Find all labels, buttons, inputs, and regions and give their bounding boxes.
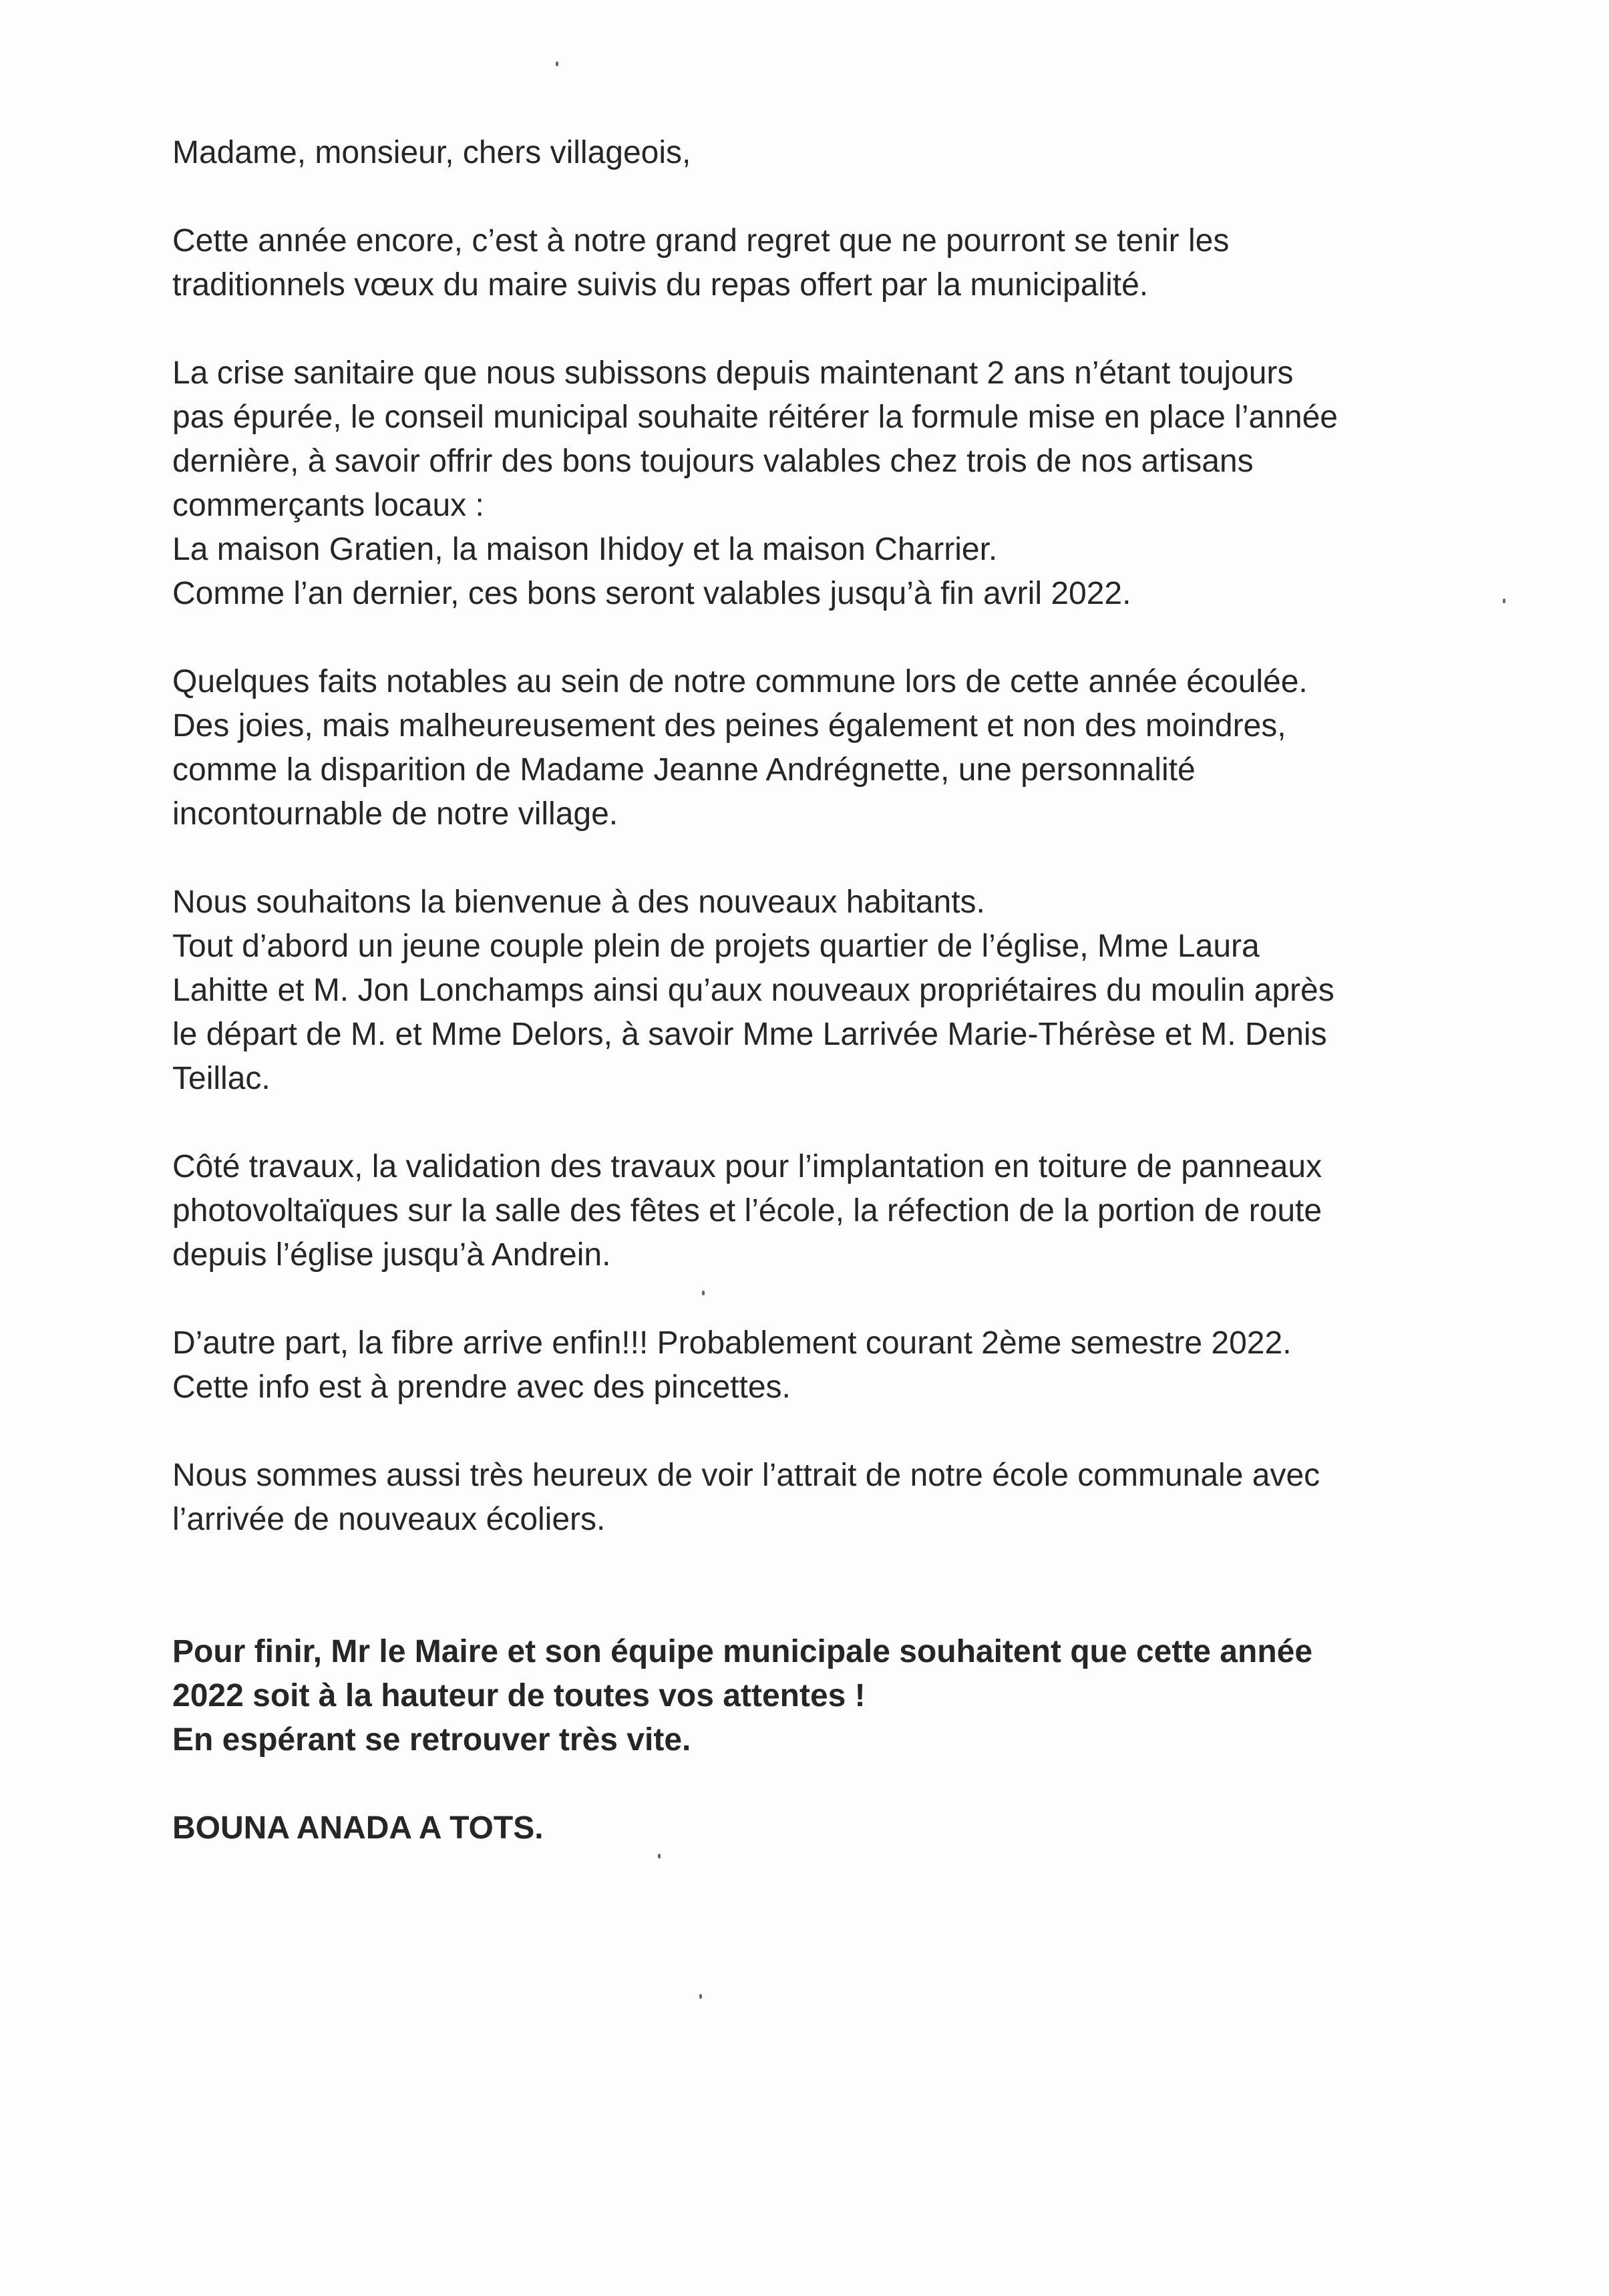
greeting-line: Madame, monsieur, chers villageois, bbox=[172, 135, 691, 170]
text-line: Comme l’an dernier, ces bons seront valables jusqu’à fin avril 2022. bbox=[172, 576, 1131, 611]
text-line: En espérant se retrouver très vite. bbox=[172, 1722, 691, 1758]
text-line: Cette info est à prendre avec des pincettes. bbox=[172, 1369, 791, 1405]
text-line: photovoltaïques sur la salle des fêtes et l’école, la réfection de la portion de route bbox=[172, 1193, 1322, 1228]
text-line: le départ de M. et Mme Delors, à savoir Mme Larrivée Marie-Thérèse et M. Denis bbox=[172, 1017, 1327, 1052]
greeting bbox=[172, 131, 1508, 175]
text-line: l’arrivée de nouveaux écoliers. bbox=[172, 1502, 606, 1537]
signoff bbox=[172, 1806, 1508, 1850]
letter-body bbox=[172, 131, 1508, 1895]
text-line: depuis l’église jusqu’à Andrein. bbox=[172, 1237, 611, 1273]
paragraph-vouchers bbox=[172, 351, 1508, 616]
text-line: Teillac. bbox=[172, 1061, 271, 1096]
text-line: La crise sanitaire que nous subissons depuis maintenant 2 ans n’étant toujours bbox=[172, 355, 1294, 391]
paragraph-cancellation bbox=[172, 219, 1508, 307]
scan-speck bbox=[699, 1994, 702, 1999]
text-line: 2022 soit à la hauteur de toutes vos attentes ! bbox=[172, 1678, 866, 1713]
paragraph-new-residents bbox=[172, 880, 1508, 1101]
text-line: Des joies, mais malheureusement des peines également et non des moindres, bbox=[172, 708, 1286, 744]
paragraph-school bbox=[172, 1454, 1508, 1542]
text-line: incontournable de notre village. bbox=[172, 796, 618, 832]
text-line: pas épurée, le conseil municipal souhaite réitérer la formule mise en place l’année bbox=[172, 399, 1338, 435]
signoff-line: BOUNA ANADA A TOTS. bbox=[172, 1810, 544, 1846]
text-line: Tout d’abord un jeune couple plein de projets quartier de l’église, Mme Laura bbox=[172, 929, 1260, 964]
text-line: Cette année encore, c’est à notre grand regret que ne pourront se tenir les bbox=[172, 223, 1230, 259]
closing-wishes bbox=[172, 1630, 1508, 1762]
text-line: Nous sommes aussi très heureux de voir l’attrait de notre école communale avec bbox=[172, 1458, 1320, 1493]
text-line: dernière, à savoir offrir des bons toujours valables chez trois de nos artisans bbox=[172, 444, 1254, 479]
paragraph-fiber bbox=[172, 1321, 1508, 1410]
text-line: Pour finir, Mr le Maire et son équipe municipale souhaitent que cette année bbox=[172, 1634, 1313, 1669]
paragraph-notable-events bbox=[172, 660, 1508, 836]
scan-speck bbox=[556, 61, 558, 66]
text-line: D’autre part, la fibre arrive enfin!!! Probablement courant 2ème semestre 2022. bbox=[172, 1325, 1292, 1361]
text-line: comme la disparition de Madame Jeanne Andrégnette, une personnalité bbox=[172, 752, 1196, 788]
paragraph-works bbox=[172, 1145, 1508, 1277]
text-line: traditionnels vœux du maire suivis du repas offert par la municipalité. bbox=[172, 267, 1149, 303]
text-line: commerçants locaux : bbox=[172, 488, 484, 523]
text-line: La maison Gratien, la maison Ihidoy et la maison Charrier. bbox=[172, 532, 998, 567]
text-line: Lahitte et M. Jon Lonchamps ainsi qu’aux nouveaux propriétaires du moulin après bbox=[172, 973, 1334, 1008]
text-line: Quelques faits notables au sein de notre commune lors de cette année écoulée. bbox=[172, 664, 1308, 699]
text-line: Nous souhaitons la bienvenue à des nouveaux habitants. bbox=[172, 884, 985, 920]
text-line: Côté travaux, la validation des travaux pour l’implantation en toiture de panneaux bbox=[172, 1149, 1322, 1184]
